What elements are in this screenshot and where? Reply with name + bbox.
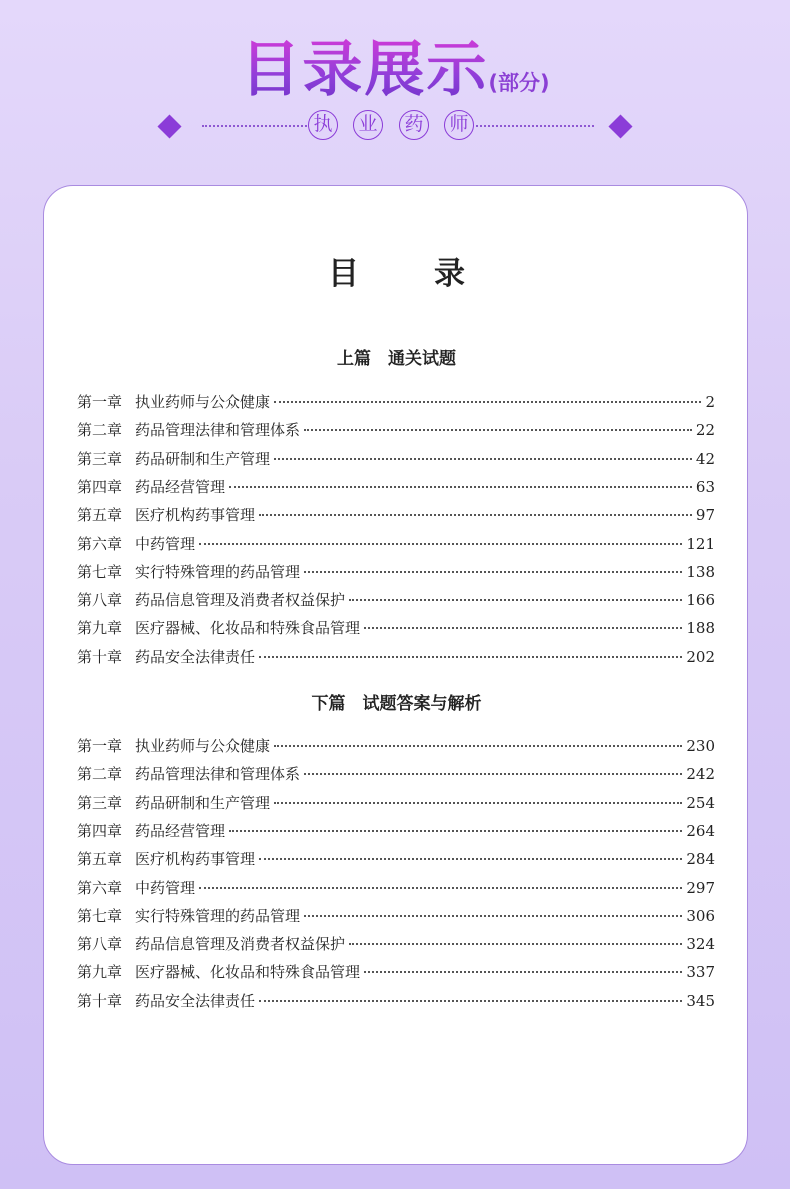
page-number: 121	[686, 534, 715, 553]
chapter-number: 第一章	[77, 737, 123, 755]
toc-entry	[77, 735, 715, 757]
chapter-number: 第五章	[77, 850, 123, 869]
page-number: 202	[686, 647, 715, 666]
toc-entry	[77, 589, 715, 611]
page-number: 324	[686, 935, 715, 954]
dot-leader	[274, 458, 692, 460]
chapter-number: 第三章	[77, 449, 123, 468]
chapter-title: 药品经营管理	[135, 821, 226, 840]
toc-entry	[77, 391, 715, 413]
toc-entry	[77, 961, 715, 983]
dot-leader	[349, 599, 682, 601]
diamond-icon	[157, 114, 181, 138]
chapter-title: 药品安全法律责任	[135, 991, 256, 1010]
chapter-number: 第六章	[77, 534, 123, 553]
chapter-number: 第七章	[77, 562, 123, 581]
chapter-title: 医疗机构药事管理	[135, 850, 256, 869]
dot-leader	[364, 971, 682, 973]
toc-card	[43, 185, 748, 1165]
chapter-title: 实行特殊管理的药品管理	[135, 562, 301, 581]
chapter-title: 医疗机构药事管理	[135, 506, 256, 525]
dot-leader	[304, 915, 682, 917]
page-number: 297	[686, 878, 715, 897]
chapter-title: 药品经营管理	[135, 477, 226, 496]
toc-entry	[77, 561, 715, 583]
section-heading: 下篇 试题答案与解析	[311, 694, 482, 714]
page-number: 97	[695, 506, 715, 525]
dot-leader	[259, 656, 682, 658]
page-number: 22	[695, 421, 715, 440]
chapter-number: 第十章	[77, 991, 123, 1010]
subtitle-row	[0, 108, 790, 148]
chapter-title: 中药管理	[135, 878, 196, 897]
page-number: 166	[686, 591, 715, 610]
banner-main-title: 目录展示	[240, 35, 489, 105]
dot-leader	[199, 543, 682, 545]
page-number: 63	[695, 477, 715, 496]
chapter-number: 第八章	[77, 591, 123, 610]
chapter-title: 药品信息管理及消费者权益保护	[135, 591, 346, 610]
chapter-title: 实行特殊管理的药品管理	[135, 906, 301, 925]
page-number: 230	[686, 737, 715, 755]
page-number: 345	[686, 991, 715, 1010]
dot-leader	[364, 627, 682, 629]
dot-leader	[349, 943, 682, 945]
chapter-title: 药品管理法律和管理体系	[135, 421, 301, 440]
chapter-number: 第六章	[77, 878, 123, 897]
page-header	[0, 0, 790, 180]
dot-leader	[259, 1000, 682, 1002]
toc-entry	[77, 933, 715, 955]
page-number: 42	[695, 449, 715, 468]
section-heading: 上篇 通关试题	[337, 349, 456, 369]
chapter-title: 执业药师与公众健康	[135, 393, 271, 411]
chapter-number: 第五章	[77, 506, 123, 525]
chapter-number: 第九章	[77, 619, 123, 638]
subtitle-char: 业	[353, 110, 383, 140]
dot-leader	[304, 429, 692, 431]
chapter-title: 药品信息管理及消费者权益保护	[135, 935, 346, 954]
chapter-title: 药品安全法律责任	[135, 647, 256, 666]
chapter-number: 第十章	[77, 647, 123, 666]
page-number: 284	[686, 850, 715, 869]
dotted-divider-right	[476, 125, 594, 127]
subtitle-char: 药	[399, 110, 429, 140]
chapter-number: 第八章	[77, 935, 123, 954]
subtitle-char: 执	[308, 110, 338, 140]
toc-entry	[77, 763, 715, 785]
toc-entry	[77, 820, 715, 842]
chapter-number: 第七章	[77, 906, 123, 925]
dot-leader	[229, 486, 692, 488]
chapter-title: 执业药师与公众健康	[135, 737, 271, 755]
page-number: 306	[686, 906, 715, 925]
toc-entry	[77, 792, 715, 814]
toc-title: 目 录	[328, 256, 487, 292]
chapter-number: 第一章	[77, 393, 123, 411]
dot-leader	[274, 802, 682, 804]
toc-entry	[77, 646, 715, 668]
dot-leader	[304, 773, 682, 775]
page-number: 337	[686, 963, 715, 982]
chapter-number: 第四章	[77, 821, 123, 840]
chapter-number: 第四章	[77, 477, 123, 496]
toc-entry	[77, 533, 715, 555]
toc-entry	[77, 419, 715, 441]
toc-entry	[77, 990, 715, 1012]
diamond-icon	[608, 114, 632, 138]
dot-leader	[304, 571, 682, 573]
page-number: 254	[686, 793, 715, 812]
toc-entry	[77, 877, 715, 899]
chapter-number: 第三章	[77, 793, 123, 812]
chapter-title: 中药管理	[135, 534, 196, 553]
page-number: 242	[686, 765, 715, 784]
toc-entry	[77, 504, 715, 526]
chapter-title: 医疗器械、化妆品和特殊食品管理	[135, 619, 361, 638]
banner-title	[0, 22, 790, 108]
chapter-title: 药品研制和生产管理	[135, 449, 271, 468]
chapter-number: 第二章	[77, 765, 123, 784]
dot-leader	[199, 887, 682, 889]
chapter-number: 第二章	[77, 421, 123, 440]
dotted-divider-left	[202, 125, 307, 127]
chapter-number: 第九章	[77, 963, 123, 982]
dot-leader	[259, 858, 682, 860]
chapter-title: 药品管理法律和管理体系	[135, 765, 301, 784]
dot-leader	[229, 830, 682, 832]
dot-leader	[274, 745, 682, 747]
page-number: 264	[686, 821, 715, 840]
dot-leader	[274, 401, 701, 403]
page-number: 2	[705, 393, 715, 411]
chapter-title: 药品研制和生产管理	[135, 793, 271, 812]
banner-title-suffix: (部分)	[488, 71, 550, 95]
toc-entry	[77, 476, 715, 498]
chapter-title: 医疗器械、化妆品和特殊食品管理	[135, 963, 361, 982]
toc-entry	[77, 448, 715, 470]
subtitle-char: 师	[444, 110, 474, 140]
dot-leader	[259, 514, 692, 516]
page-number: 188	[686, 619, 715, 638]
toc-entry	[77, 848, 715, 870]
page-number: 138	[686, 562, 715, 581]
toc-entry	[77, 617, 715, 639]
toc-entry	[77, 905, 715, 927]
